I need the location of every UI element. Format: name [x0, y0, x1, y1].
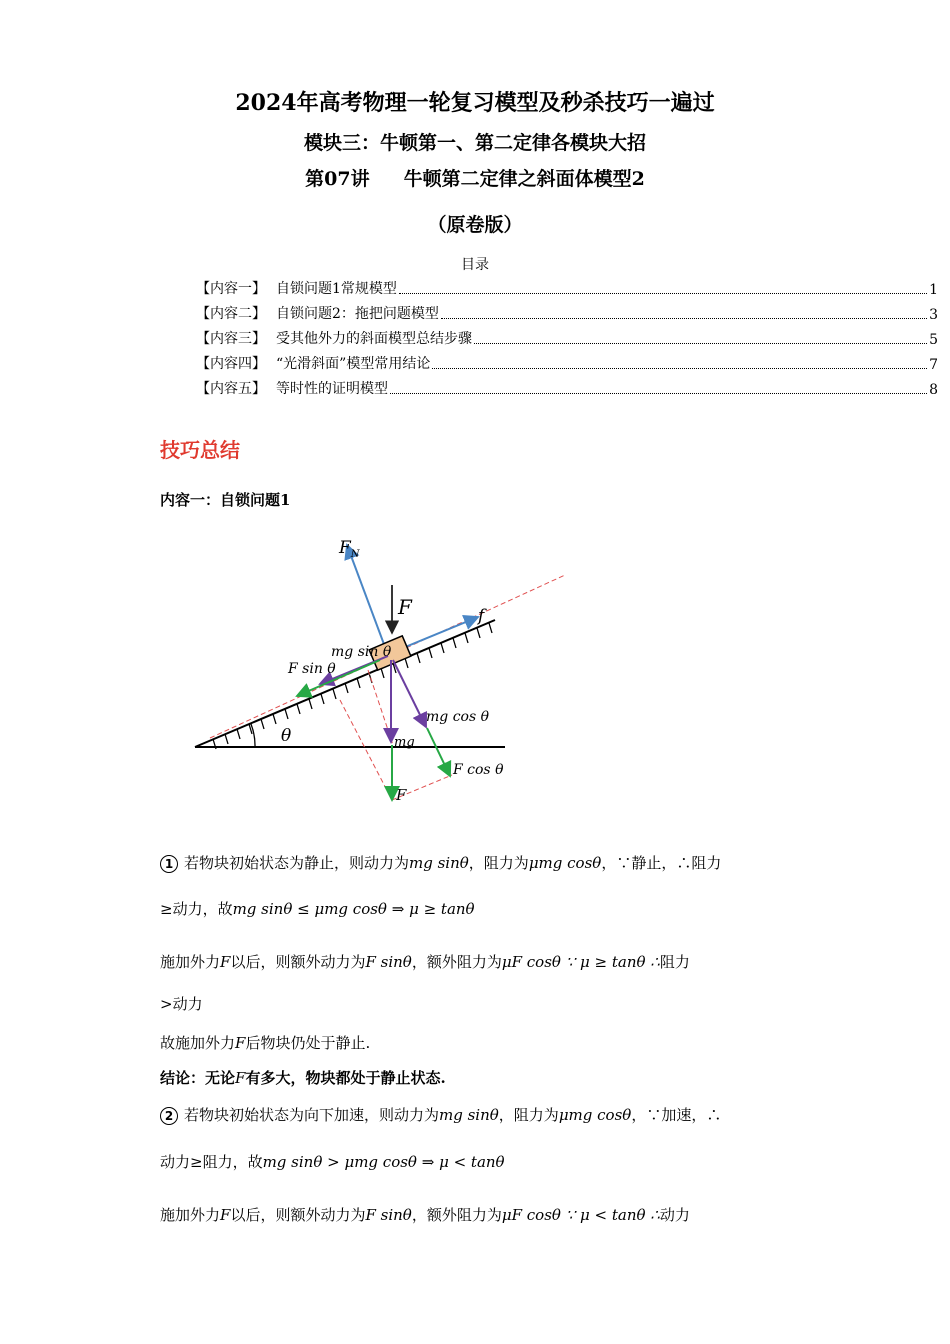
- label-mg-cos: mg cos θ: [426, 709, 490, 725]
- toc-page: 3: [929, 307, 938, 323]
- formula: F sinθ: [365, 953, 412, 971]
- toc-name: 自锁问题1常规模型: [276, 281, 397, 297]
- label-normal-force: $F_N$: [339, 538, 360, 560]
- para3: [160, 1032, 370, 1053]
- mg-cos-arrow: [393, 660, 426, 727]
- text: ，阻力为: [498, 1106, 559, 1124]
- text: 阻力: [659, 953, 690, 971]
- toc-tag: 【内容一】: [196, 281, 266, 297]
- text: 动力≥阻力，故: [160, 1153, 263, 1171]
- toc-tag: 【内容二】: [196, 306, 266, 322]
- text: ，额外阻力为: [411, 953, 502, 971]
- text: 后物块仍处于静止.: [245, 1034, 371, 1052]
- formula: mg sinθ: [409, 854, 469, 872]
- lecture-name: 牛顿第二定律之斜面体模型2: [403, 168, 645, 190]
- toc-entry[interactable]: [196, 276, 938, 298]
- subsection-heading: 内容一：自锁问题1: [160, 491, 291, 509]
- lecture-number: 第07讲: [305, 168, 370, 190]
- para4-line2: [160, 1151, 505, 1172]
- toc-leader: [399, 293, 927, 294]
- toc-entry[interactable]: [196, 301, 938, 323]
- toc-name: 受其他外力的斜面模型总结步骤: [276, 331, 472, 347]
- edition-label: （原卷版）: [427, 214, 523, 236]
- formula: F: [220, 1206, 231, 1224]
- toc-heading: 目录: [461, 257, 489, 273]
- toc-name: 自锁问题2：拖把问题模型: [276, 306, 439, 322]
- toc-tag: 【内容五】: [196, 381, 266, 397]
- text: 有多大，物块都处于静止状态.: [245, 1069, 446, 1087]
- text: ，阻力为: [468, 854, 529, 872]
- formula: F: [235, 1034, 246, 1052]
- angle-arc: [251, 724, 255, 747]
- formula: F sinθ: [365, 1206, 412, 1224]
- lecture-title: [0, 164, 950, 191]
- toc-entry[interactable]: [196, 376, 938, 398]
- para4-line1: [160, 1104, 721, 1125]
- normal-force-arrow: [347, 545, 388, 655]
- toc-leader: [441, 318, 927, 319]
- label-f-bottom: F: [396, 786, 407, 804]
- para5-line1: [160, 1204, 690, 1225]
- toc-leader: [474, 343, 927, 344]
- toc-name: 等时性的证明模型: [276, 381, 388, 397]
- f-cos-arrow: [427, 728, 450, 776]
- label-friction: f: [478, 606, 485, 626]
- toc-leader: [390, 393, 927, 394]
- formula: μF cosθ ∵ μ < tanθ ∴: [501, 1206, 660, 1224]
- toc-entry[interactable]: [196, 351, 938, 373]
- text: ，∵静止，∴阻力: [601, 854, 722, 872]
- label-mg-sin: mg sin θ: [331, 644, 392, 660]
- text: ，额外阻力为: [411, 1206, 502, 1224]
- para1-line1: [160, 852, 721, 873]
- label-applied-force: F: [398, 595, 412, 619]
- formula: mg sinθ > μmg cosθ ⇒ μ < tanθ: [262, 1153, 505, 1171]
- text: ≥动力，故: [160, 900, 233, 918]
- section-heading: 技巧总结: [160, 438, 240, 462]
- toc-leader: [432, 368, 927, 369]
- label-mg: mg: [394, 735, 415, 750]
- formula: F: [235, 1069, 246, 1087]
- text: 若物块初始状态为静止，则动力为: [184, 854, 410, 872]
- toc-page: 5: [929, 332, 938, 348]
- construction-lines: [210, 575, 565, 800]
- text: 动力: [659, 1206, 690, 1224]
- item-number: 1: [160, 855, 178, 873]
- toc-tag: 【内容四】: [196, 356, 266, 372]
- formula: μmg cosθ: [558, 1106, 632, 1124]
- label-f-cos: F cos θ: [453, 762, 504, 778]
- formula: μF cosθ ∵ μ ≥ tanθ ∴: [501, 953, 660, 971]
- text: 施加外力: [160, 953, 221, 971]
- para2-line2: >动力: [160, 995, 203, 1013]
- toc-page: 7: [929, 357, 938, 373]
- item-number: 2: [160, 1107, 178, 1125]
- formula: mg sinθ ≤ μmg cosθ ⇒ μ ≥ tanθ: [232, 900, 475, 918]
- text: 施加外力: [160, 1206, 221, 1224]
- text: 结论：无论: [160, 1069, 236, 1087]
- label-theta: θ: [281, 726, 292, 746]
- module-title: 模块三：牛顿第一、第二定律各模块大招: [303, 132, 646, 154]
- text: 以后，则额外动力为: [230, 1206, 366, 1224]
- document-title: 2024年高考物理一轮复习模型及秒杀技巧一遍过: [235, 90, 715, 116]
- incline-hatching: [213, 623, 492, 749]
- toc-entry[interactable]: [196, 326, 938, 348]
- text: 故施加外力: [160, 1034, 236, 1052]
- text: 若物块初始状态为向下加速，则动力为: [184, 1106, 440, 1124]
- para1-line2: [160, 898, 475, 919]
- incline-force-diagram: [185, 530, 585, 815]
- conclusion: [160, 1067, 446, 1088]
- toc-tag: 【内容三】: [196, 331, 266, 347]
- formula: mg sinθ: [439, 1106, 499, 1124]
- text: 以后，则额外动力为: [230, 953, 366, 971]
- formula: μmg cosθ: [528, 854, 602, 872]
- toc-page: 1: [929, 282, 938, 298]
- toc-name: “光滑斜面”模型常用结论: [276, 356, 431, 372]
- label-f-sin: F sin θ: [288, 661, 336, 677]
- para2-line1: [160, 951, 690, 972]
- formula: F: [220, 953, 231, 971]
- toc-page: 8: [929, 382, 938, 398]
- text: ，∵加速，∴: [631, 1106, 722, 1124]
